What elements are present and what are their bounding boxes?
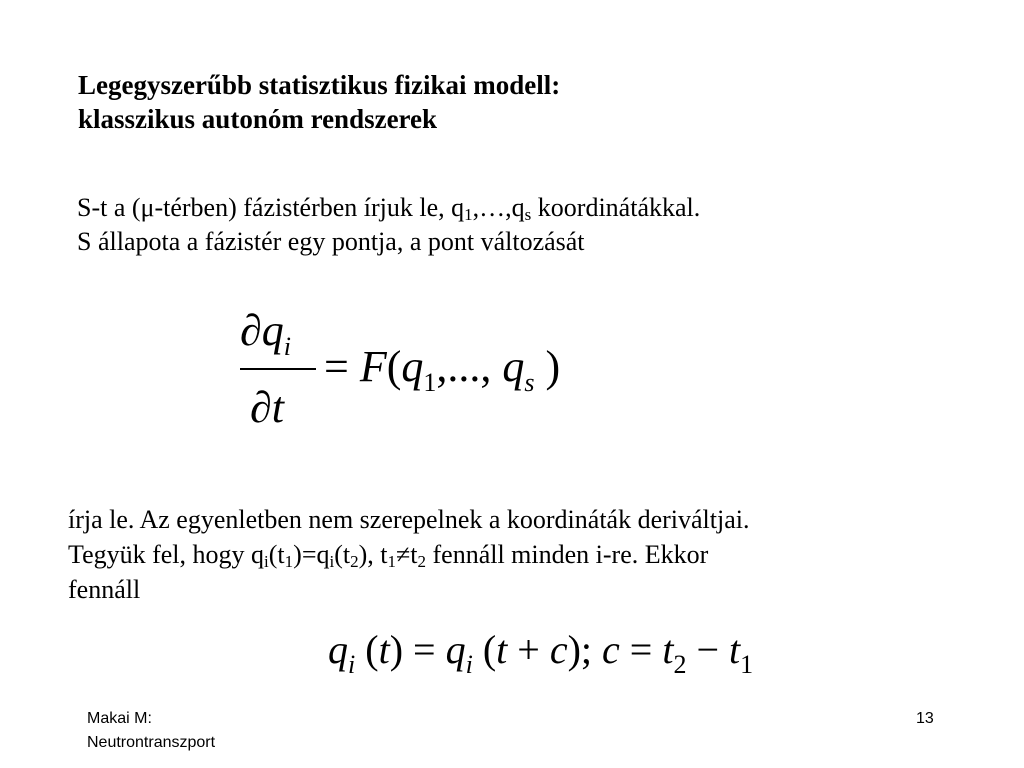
- eq2-t2-sub: 2: [673, 650, 687, 679]
- numerator-q: q: [261, 306, 284, 355]
- intro-text-b: ,…,q: [472, 193, 525, 222]
- arg-sub-1: 1: [423, 368, 437, 397]
- eq2-t1: t: [729, 627, 741, 672]
- partial-symbol-den: ∂: [250, 383, 272, 432]
- intro-line-2: S állapota a fázistér egy pontja, a pont változását: [77, 227, 585, 256]
- fraction-denominator: [250, 383, 284, 433]
- fraction-numerator: [240, 306, 291, 361]
- arg-dots: ,...,: [436, 342, 492, 391]
- eq2-c2: c: [592, 627, 620, 672]
- periodicity-equation: [328, 626, 754, 679]
- body-sub-i2: i: [329, 552, 335, 571]
- arg-q1: q: [401, 342, 424, 391]
- footer-course: Neutrontranszport: [87, 734, 216, 751]
- intro-line-1: [77, 191, 700, 225]
- body-text-b: (t: [268, 540, 285, 569]
- page-number: 13: [916, 710, 934, 727]
- intro-sub-1: 1: [464, 205, 473, 224]
- eq2-close-right: );: [567, 627, 593, 672]
- intro-text-a: S-t a (μ-térben) fázistérben írjuk le, q: [77, 193, 465, 222]
- title-line-2: klasszikus autonóm rendszerek: [78, 104, 438, 134]
- eq2-c1: c: [549, 627, 568, 672]
- body-line-3: fennáll: [68, 575, 141, 604]
- eq2-t-right: t: [496, 627, 508, 672]
- equation-rhs: [324, 342, 561, 397]
- body-text-a: Tegyük fel, hogy q: [68, 540, 265, 569]
- eq2-t-left: t: [378, 627, 390, 672]
- eq2-minus: −: [686, 627, 730, 672]
- partial-symbol-num: ∂: [240, 306, 262, 355]
- intro-sub-s: s: [524, 205, 532, 224]
- eq2-t2: t: [662, 627, 674, 672]
- eq2-equals: =: [403, 627, 446, 672]
- body-text-f: ≠t: [396, 540, 418, 569]
- arg-qs: q: [502, 342, 525, 391]
- title-line-1: Legegyszerűbb statisztikus fizikai modell:: [78, 70, 561, 100]
- body-sub-2b: 2: [417, 552, 426, 571]
- body-text-g: fennáll minden i-re. Ekkor: [426, 540, 709, 569]
- slide-title: [78, 68, 560, 136]
- footer-author: [87, 707, 215, 755]
- close-paren: ): [545, 342, 561, 391]
- intro-paragraph: [77, 191, 700, 259]
- footer-author-name: Makai M:: [87, 710, 152, 727]
- body-text-e: ), t: [358, 540, 388, 569]
- equals-sign: =: [324, 342, 349, 391]
- eq2-sub-left: i: [348, 650, 356, 679]
- body-sub-1b: 1: [387, 552, 396, 571]
- body-line-2: [68, 537, 749, 572]
- eq2-q-right: q: [445, 627, 466, 672]
- fraction-bar: [240, 368, 316, 370]
- eq2-close-left: ): [389, 627, 404, 672]
- equation-of-motion: [232, 300, 622, 435]
- body-sub-i1: i: [264, 552, 269, 571]
- eq2-t1-sub: 1: [740, 650, 754, 679]
- eq2-plus: +: [507, 627, 550, 672]
- eq2-sub-right: i: [465, 650, 473, 679]
- eq2-open-right: (: [482, 627, 497, 672]
- arg-sub-s: s: [524, 368, 535, 397]
- body-text-d: (t: [334, 540, 351, 569]
- denominator-t: t: [271, 383, 284, 432]
- body-line-1: írja le. Az egyenletben nem szerepelnek a koordináták deriváltjai.: [68, 505, 750, 534]
- eq2-open-left: (: [365, 627, 379, 672]
- function-F: F: [359, 342, 387, 391]
- body-sub-2a: 2: [350, 552, 359, 571]
- eq2-equals-2: =: [619, 627, 663, 672]
- body-sub-1a: 1: [284, 552, 294, 571]
- body-paragraph: [68, 502, 749, 607]
- intro-text-c: koordinátákkal.: [531, 193, 701, 222]
- eq2-q-left: q: [328, 627, 348, 672]
- numerator-sub-i: i: [283, 332, 291, 361]
- open-paren: (: [386, 342, 402, 391]
- body-text-c: )=q: [293, 540, 330, 569]
